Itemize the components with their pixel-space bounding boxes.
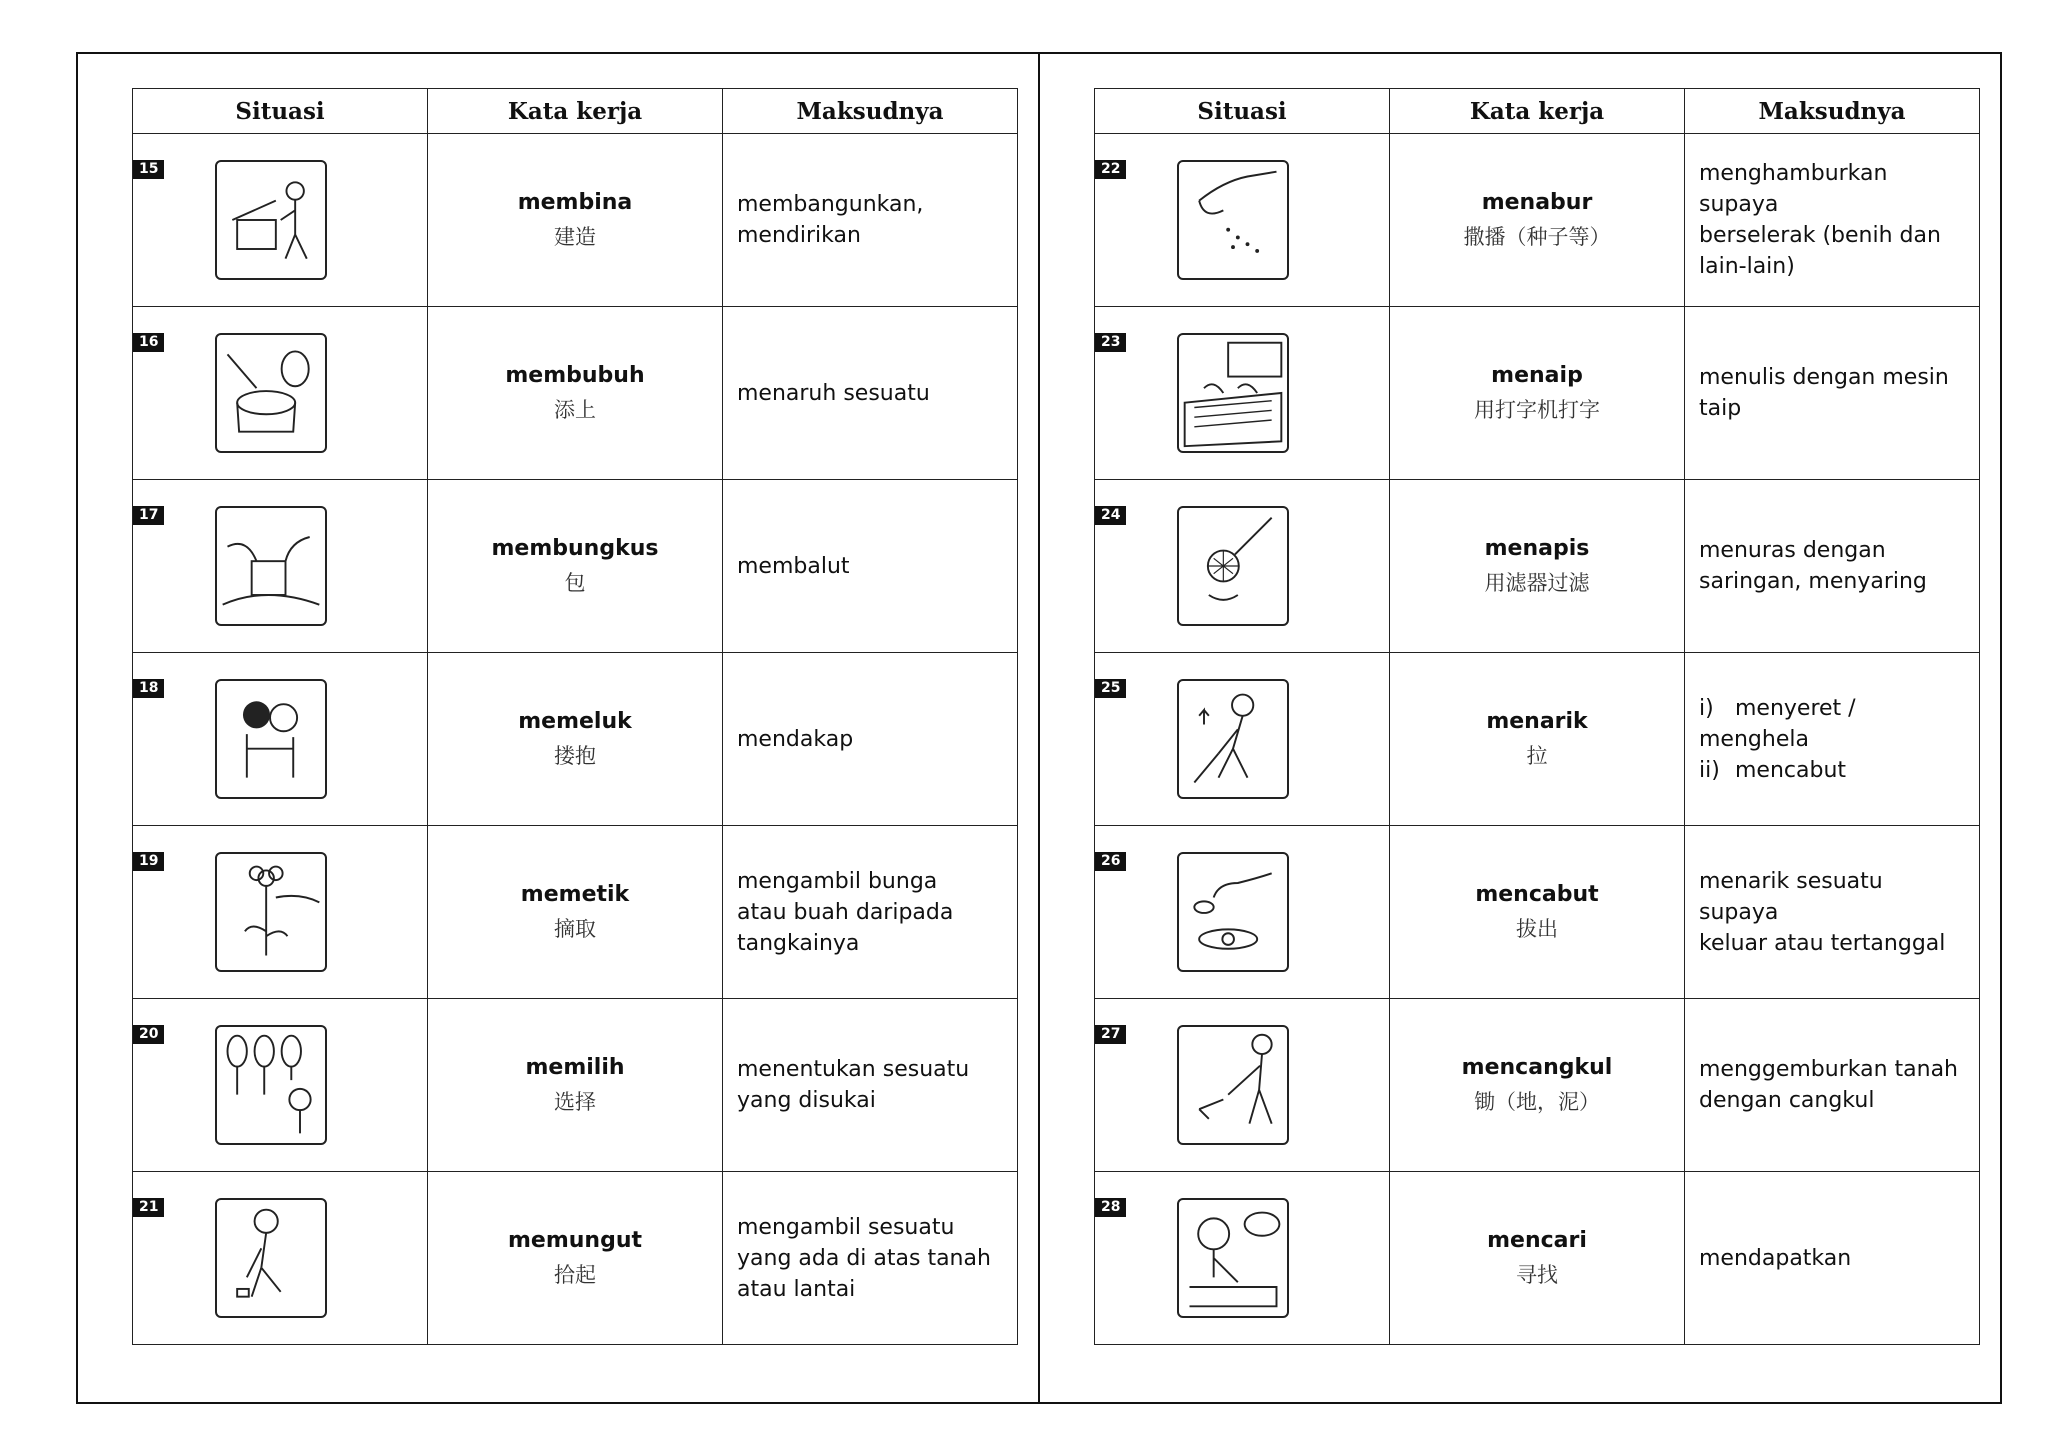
verb-chinese: 包 bbox=[564, 570, 586, 595]
item-number-badge: 23 bbox=[1095, 333, 1126, 352]
verb-cell bbox=[1390, 480, 1685, 653]
meaning-cell bbox=[1685, 1172, 1980, 1345]
verb-cell bbox=[428, 999, 723, 1172]
verb-cell bbox=[428, 653, 723, 826]
table-row bbox=[1095, 999, 1980, 1172]
meaning-line: mengambil bunga bbox=[737, 868, 938, 894]
situasi-cell bbox=[1095, 134, 1390, 307]
verb-chinese: 用滤器过滤 bbox=[1484, 570, 1590, 595]
verb-cell bbox=[428, 1172, 723, 1345]
table-row bbox=[133, 826, 1018, 999]
item-number-badge: 28 bbox=[1095, 1198, 1126, 1217]
verb-cell bbox=[1390, 307, 1685, 480]
table-row bbox=[1095, 826, 1980, 999]
verb-table-left bbox=[132, 88, 1018, 1345]
table-row bbox=[1095, 134, 1980, 307]
table-row bbox=[133, 999, 1018, 1172]
verb-chinese: 寻找 bbox=[1516, 1262, 1558, 1287]
situasi-cell bbox=[1095, 999, 1390, 1172]
table-row bbox=[1095, 307, 1980, 480]
meaning-list-text: menyeret / menghela bbox=[1699, 695, 1856, 752]
meaning-line: mendakap bbox=[737, 726, 854, 752]
item-number-badge: 26 bbox=[1095, 852, 1126, 871]
table-header-row bbox=[1095, 89, 1980, 134]
verb-word: memeluk bbox=[518, 708, 632, 734]
meaning-cell bbox=[1685, 999, 1980, 1172]
meaning-cell bbox=[1685, 480, 1980, 653]
table-header-row bbox=[133, 89, 1018, 134]
meaning-cell bbox=[723, 653, 1018, 826]
item-number-badge: 17 bbox=[133, 506, 164, 525]
sieve-filter-icon bbox=[1177, 506, 1289, 626]
meaning-line: yang disukai bbox=[737, 1088, 876, 1113]
situasi-cell bbox=[1095, 826, 1390, 999]
table-row bbox=[133, 307, 1018, 480]
situasi-cell bbox=[133, 307, 428, 480]
verb-chinese: 撒播（种子等） bbox=[1463, 224, 1611, 249]
verb-word: memetik bbox=[520, 881, 630, 907]
searching-boy-icon bbox=[1177, 1198, 1289, 1318]
verb-chinese: 用打字机打字 bbox=[1474, 397, 1600, 422]
meaning-line: keluar atau tertanggal bbox=[1699, 930, 1946, 956]
page-divider bbox=[1038, 52, 1040, 1404]
verb-cell bbox=[428, 307, 723, 480]
meaning-line: atau lantai bbox=[737, 1276, 856, 1302]
verb-cell bbox=[428, 826, 723, 999]
verb-word: mencari bbox=[1487, 1227, 1587, 1253]
typing-keyboard-icon bbox=[1177, 333, 1289, 453]
verb-cell bbox=[1390, 653, 1685, 826]
situasi-cell bbox=[133, 653, 428, 826]
meaning-line: menaruh sesuatu bbox=[737, 380, 930, 406]
meaning-line: menghamburkan supaya bbox=[1699, 161, 1888, 217]
verb-cell bbox=[428, 480, 723, 653]
verb-word: menapis bbox=[1484, 535, 1590, 561]
meaning-cell bbox=[723, 826, 1018, 999]
item-number-badge: 21 bbox=[133, 1198, 164, 1217]
pulling-rope-icon bbox=[1177, 679, 1289, 799]
verb-word: menabur bbox=[1481, 189, 1593, 215]
meaning-cell bbox=[723, 480, 1018, 653]
meaning-cell bbox=[1685, 826, 1980, 999]
item-number-badge: 15 bbox=[133, 160, 164, 179]
verb-word: membina bbox=[517, 189, 633, 215]
verb-table-right bbox=[1094, 88, 1980, 1345]
meaning-line: menulis dengan mesin bbox=[1699, 365, 1949, 390]
verb-chinese: 拉 bbox=[1526, 743, 1548, 768]
verb-chinese: 拔出 bbox=[1516, 916, 1558, 941]
meaning-line: berselerak (benih dan bbox=[1699, 223, 1941, 248]
meaning-cell bbox=[1685, 307, 1980, 480]
verb-chinese: 拾起 bbox=[554, 1262, 596, 1287]
meaning-line: menuras dengan bbox=[1699, 538, 1886, 563]
picking-up-trash-icon bbox=[215, 1198, 327, 1318]
situasi-cell bbox=[1095, 653, 1390, 826]
situasi-cell bbox=[133, 480, 428, 653]
verb-chinese: 搂抱 bbox=[554, 743, 596, 768]
verb-cell bbox=[1390, 826, 1685, 999]
item-number-badge: 19 bbox=[133, 852, 164, 871]
meaning-line: atau buah daripada bbox=[737, 899, 954, 925]
situasi-cell bbox=[133, 999, 428, 1172]
meaning-list-item bbox=[1699, 755, 1969, 786]
header-situasi: Situasi bbox=[133, 89, 428, 134]
situasi-cell bbox=[133, 826, 428, 999]
meaning-list-text: mencabut bbox=[1735, 757, 1847, 783]
verb-chinese: 添上 bbox=[554, 397, 596, 422]
construction-worker-icon bbox=[215, 160, 327, 280]
hugging-children-icon bbox=[215, 679, 327, 799]
situasi-cell bbox=[1095, 307, 1390, 480]
sowing-seeds-icon bbox=[1177, 160, 1289, 280]
pulling-plug-icon bbox=[1177, 852, 1289, 972]
header-maksudnya: Maksudnya bbox=[1685, 89, 1980, 134]
meaning-cell bbox=[723, 134, 1018, 307]
meaning-cell bbox=[723, 307, 1018, 480]
verb-chinese: 锄（地，泥） bbox=[1474, 1089, 1600, 1114]
meaning-line: mendapatkan bbox=[1699, 1245, 1852, 1271]
table-row bbox=[133, 134, 1018, 307]
table-row bbox=[1095, 480, 1980, 653]
meaning-line: menentukan sesuatu bbox=[737, 1057, 970, 1082]
header-situasi: Situasi bbox=[1095, 89, 1390, 134]
verb-word: memungut bbox=[507, 1227, 643, 1253]
verb-cell bbox=[1390, 134, 1685, 307]
meaning-list-item bbox=[1699, 693, 1969, 755]
meaning-cell bbox=[723, 1172, 1018, 1345]
left-page bbox=[132, 88, 1008, 1345]
meaning-line: tangkainya bbox=[737, 930, 860, 956]
situasi-cell bbox=[133, 1172, 428, 1345]
meaning-line: menggemburkan tanah bbox=[1699, 1057, 1959, 1082]
meaning-line: dengan cangkul bbox=[1699, 1088, 1875, 1113]
verb-cell bbox=[428, 134, 723, 307]
rice-cooker-icon bbox=[215, 333, 327, 453]
header-kata-kerja: Kata kerja bbox=[1390, 89, 1685, 134]
wrapping-hands-icon bbox=[215, 506, 327, 626]
verb-word: menaip bbox=[1491, 362, 1583, 388]
meaning-line: membangunkan, bbox=[737, 192, 924, 217]
situasi-cell bbox=[1095, 480, 1390, 653]
meaning-line: lain-lain) bbox=[1699, 254, 1795, 279]
meaning-cell bbox=[1685, 134, 1980, 307]
item-number-badge: 22 bbox=[1095, 160, 1126, 179]
verb-word: memilih bbox=[525, 1054, 625, 1080]
header-kata-kerja: Kata kerja bbox=[428, 89, 723, 134]
header-maksudnya: Maksudnya bbox=[723, 89, 1018, 134]
meaning-line: taip bbox=[1699, 396, 1742, 421]
meaning-line: yang ada di atas tanah bbox=[737, 1245, 991, 1271]
picking-flower-icon bbox=[215, 852, 327, 972]
verb-cell bbox=[1390, 999, 1685, 1172]
verb-word: mencangkul bbox=[1461, 1054, 1613, 1080]
meaning-cell bbox=[723, 999, 1018, 1172]
table-row bbox=[133, 653, 1018, 826]
table-row bbox=[1095, 1172, 1980, 1345]
right-page bbox=[1094, 88, 1970, 1345]
verb-word: menarik bbox=[1486, 708, 1588, 734]
meaning-line: menarik sesuatu supaya bbox=[1699, 868, 1883, 925]
item-number-badge: 24 bbox=[1095, 506, 1126, 525]
table-row bbox=[133, 1172, 1018, 1345]
verb-word: mencabut bbox=[1475, 881, 1599, 907]
item-number-badge: 25 bbox=[1095, 679, 1126, 698]
table-row bbox=[133, 480, 1018, 653]
situasi-cell bbox=[1095, 1172, 1390, 1345]
meaning-line: mengambil sesuatu bbox=[737, 1214, 955, 1240]
item-number-badge: 16 bbox=[133, 333, 164, 352]
verb-chinese: 选择 bbox=[554, 1089, 596, 1114]
situasi-cell bbox=[133, 134, 428, 307]
hoeing-soil-icon bbox=[1177, 1025, 1289, 1145]
verb-word: membungkus bbox=[491, 535, 659, 561]
item-number-badge: 27 bbox=[1095, 1025, 1126, 1044]
meaning-line: membalut bbox=[737, 553, 850, 579]
choosing-racket-icon bbox=[215, 1025, 327, 1145]
meaning-list-index: i) bbox=[1699, 695, 1714, 721]
verb-word: membubuh bbox=[505, 362, 645, 388]
item-number-badge: 18 bbox=[133, 679, 164, 698]
meaning-line: saringan, menyaring bbox=[1699, 569, 1927, 594]
item-number-badge: 20 bbox=[133, 1025, 164, 1044]
verb-cell bbox=[1390, 1172, 1685, 1345]
table-row bbox=[1095, 653, 1980, 826]
verb-chinese: 建造 bbox=[554, 224, 596, 249]
meaning-list-index: ii) bbox=[1699, 757, 1720, 783]
meaning-cell bbox=[1685, 653, 1980, 826]
meaning-line: mendirikan bbox=[737, 223, 861, 248]
verb-chinese: 摘取 bbox=[554, 916, 596, 941]
